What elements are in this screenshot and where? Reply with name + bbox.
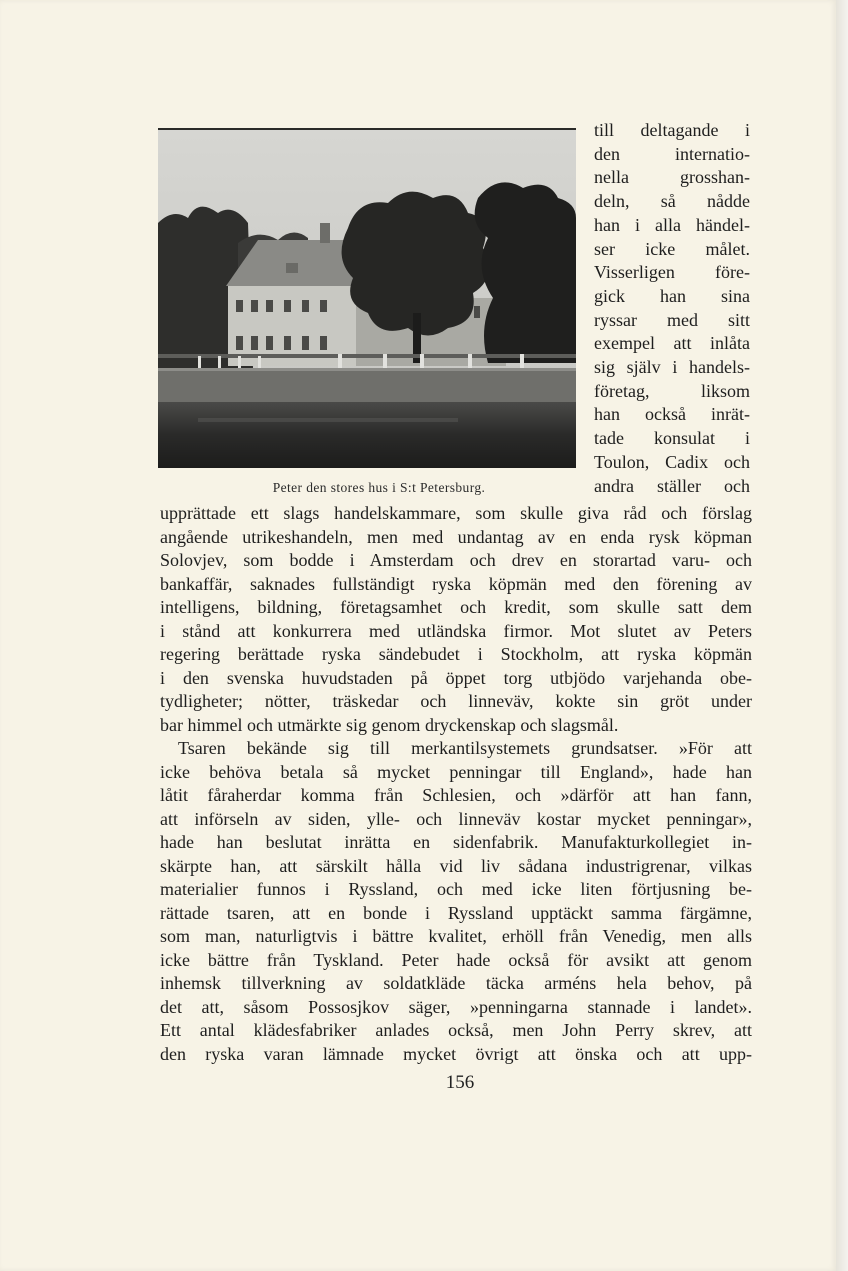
body-text <box>160 502 752 1066</box>
text-line: Visserligen före- <box>594 262 750 283</box>
text-line: rättade tsaren, att en bonde i Ryssland upptäckt samma färgämne, <box>160 902 752 923</box>
text-line: han också inrät- <box>594 404 750 425</box>
text-line: låtit fåraherdar komma från Schlesien, och »därför att han fann, <box>160 785 752 805</box>
text-line: bar himmel och utmärkte sig genom dryckenskap och slagsmål. <box>160 714 619 735</box>
text-line: som man, naturligtvis i bättre kvalitet, erhöll från Venedig, men alls <box>160 926 752 946</box>
text-line: hade han beslutat inrätta en sidenfabrik. Manufakturkollegiet in- <box>160 832 752 852</box>
text-line: skärpte han, att särskilt hålla vid liv sådana industrigrenar, vilkas <box>160 855 752 876</box>
text-line: Solovjev, som bodde i Amsterdam och drev en storartad varu- och <box>160 550 752 570</box>
text-line: nella grosshan- <box>594 167 750 188</box>
text-line: det att, såsom Possosjkov säger, »penningarna stannade i landet». <box>160 996 752 1017</box>
palace-photograph <box>158 128 576 468</box>
text-line: att införseln av siden, ylle- och linneväv kostar mycket penningar», <box>160 808 752 829</box>
text-line: regering berättade ryska sändebudet i Stockholm, att ryska köpmän <box>160 644 752 664</box>
figure-caption: Peter den stores hus i S:t Petersburg. <box>272 480 486 495</box>
text-line: deln, så nådde <box>594 191 750 212</box>
text-line: tydligheter; nötter, träskedar och linneväv, kokte sin gröt under <box>160 691 752 711</box>
text-line: den ryska varan lämnade mycket övrigt att önska och att upp- <box>160 1043 752 1064</box>
text-line: sig själv i handels- <box>594 357 750 378</box>
page-edge <box>836 0 848 1271</box>
text-line: i den svenska huvudstaden på öppet torg utbjödo varjehanda obe- <box>160 667 752 688</box>
text-line: icke bättre från Tyskland. Peter hade också för avsikt att genom <box>160 949 752 970</box>
text-line: gick han sina <box>594 285 750 306</box>
text-line: ryssar med sitt <box>594 309 750 330</box>
text-line: företag, liksom <box>594 380 750 401</box>
text-line: Tsaren bekände sig till merkantilsystemets grundsatser. »För att <box>178 738 752 758</box>
text-line: bankaffär, saknades fullständigt ryska köpmän med den förening av <box>160 573 752 594</box>
page-number: 156 <box>445 1072 475 1093</box>
text-line: till deltagande i <box>594 120 750 140</box>
text-line: intelligens, bildning, företagsamhet och kredit, som skulle satt dem <box>160 597 752 617</box>
text-line: inhemsk tillverkning av soldatkläde täcka arméns hela behov, på <box>160 973 752 993</box>
text-line: upprättade ett slags handelskammare, som skulle giva råd och förslag <box>160 503 752 523</box>
text-line: exempel att inlåta <box>594 333 750 354</box>
text-line: materialier funnos i Ryssland, och med icke liten förtjusning be- <box>160 879 752 899</box>
side-column-text <box>594 119 750 498</box>
text-line: den internatio- <box>594 143 750 164</box>
text-line: ser icke målet. <box>594 238 750 259</box>
text-line: han i alla händel- <box>594 214 750 235</box>
text-line: icke behöva betala så mycket penningar till England», hade han <box>160 761 752 782</box>
text-line: Toulon, Cadix och <box>594 451 750 472</box>
text-line: andra ställer och <box>594 475 750 496</box>
text-line: i stånd att konkurrera med utländska firmor. Mot slutet av Peters <box>160 620 752 641</box>
text-line: tade konsulat i <box>594 428 750 449</box>
photograph-figure <box>158 128 576 468</box>
text-line: Ett antal klädesfabriker anlades också, men John Perry skrev, att <box>160 1020 752 1040</box>
text-line: angående utrikeshandeln, men med undantag av en enda rysk köpman <box>160 526 752 547</box>
